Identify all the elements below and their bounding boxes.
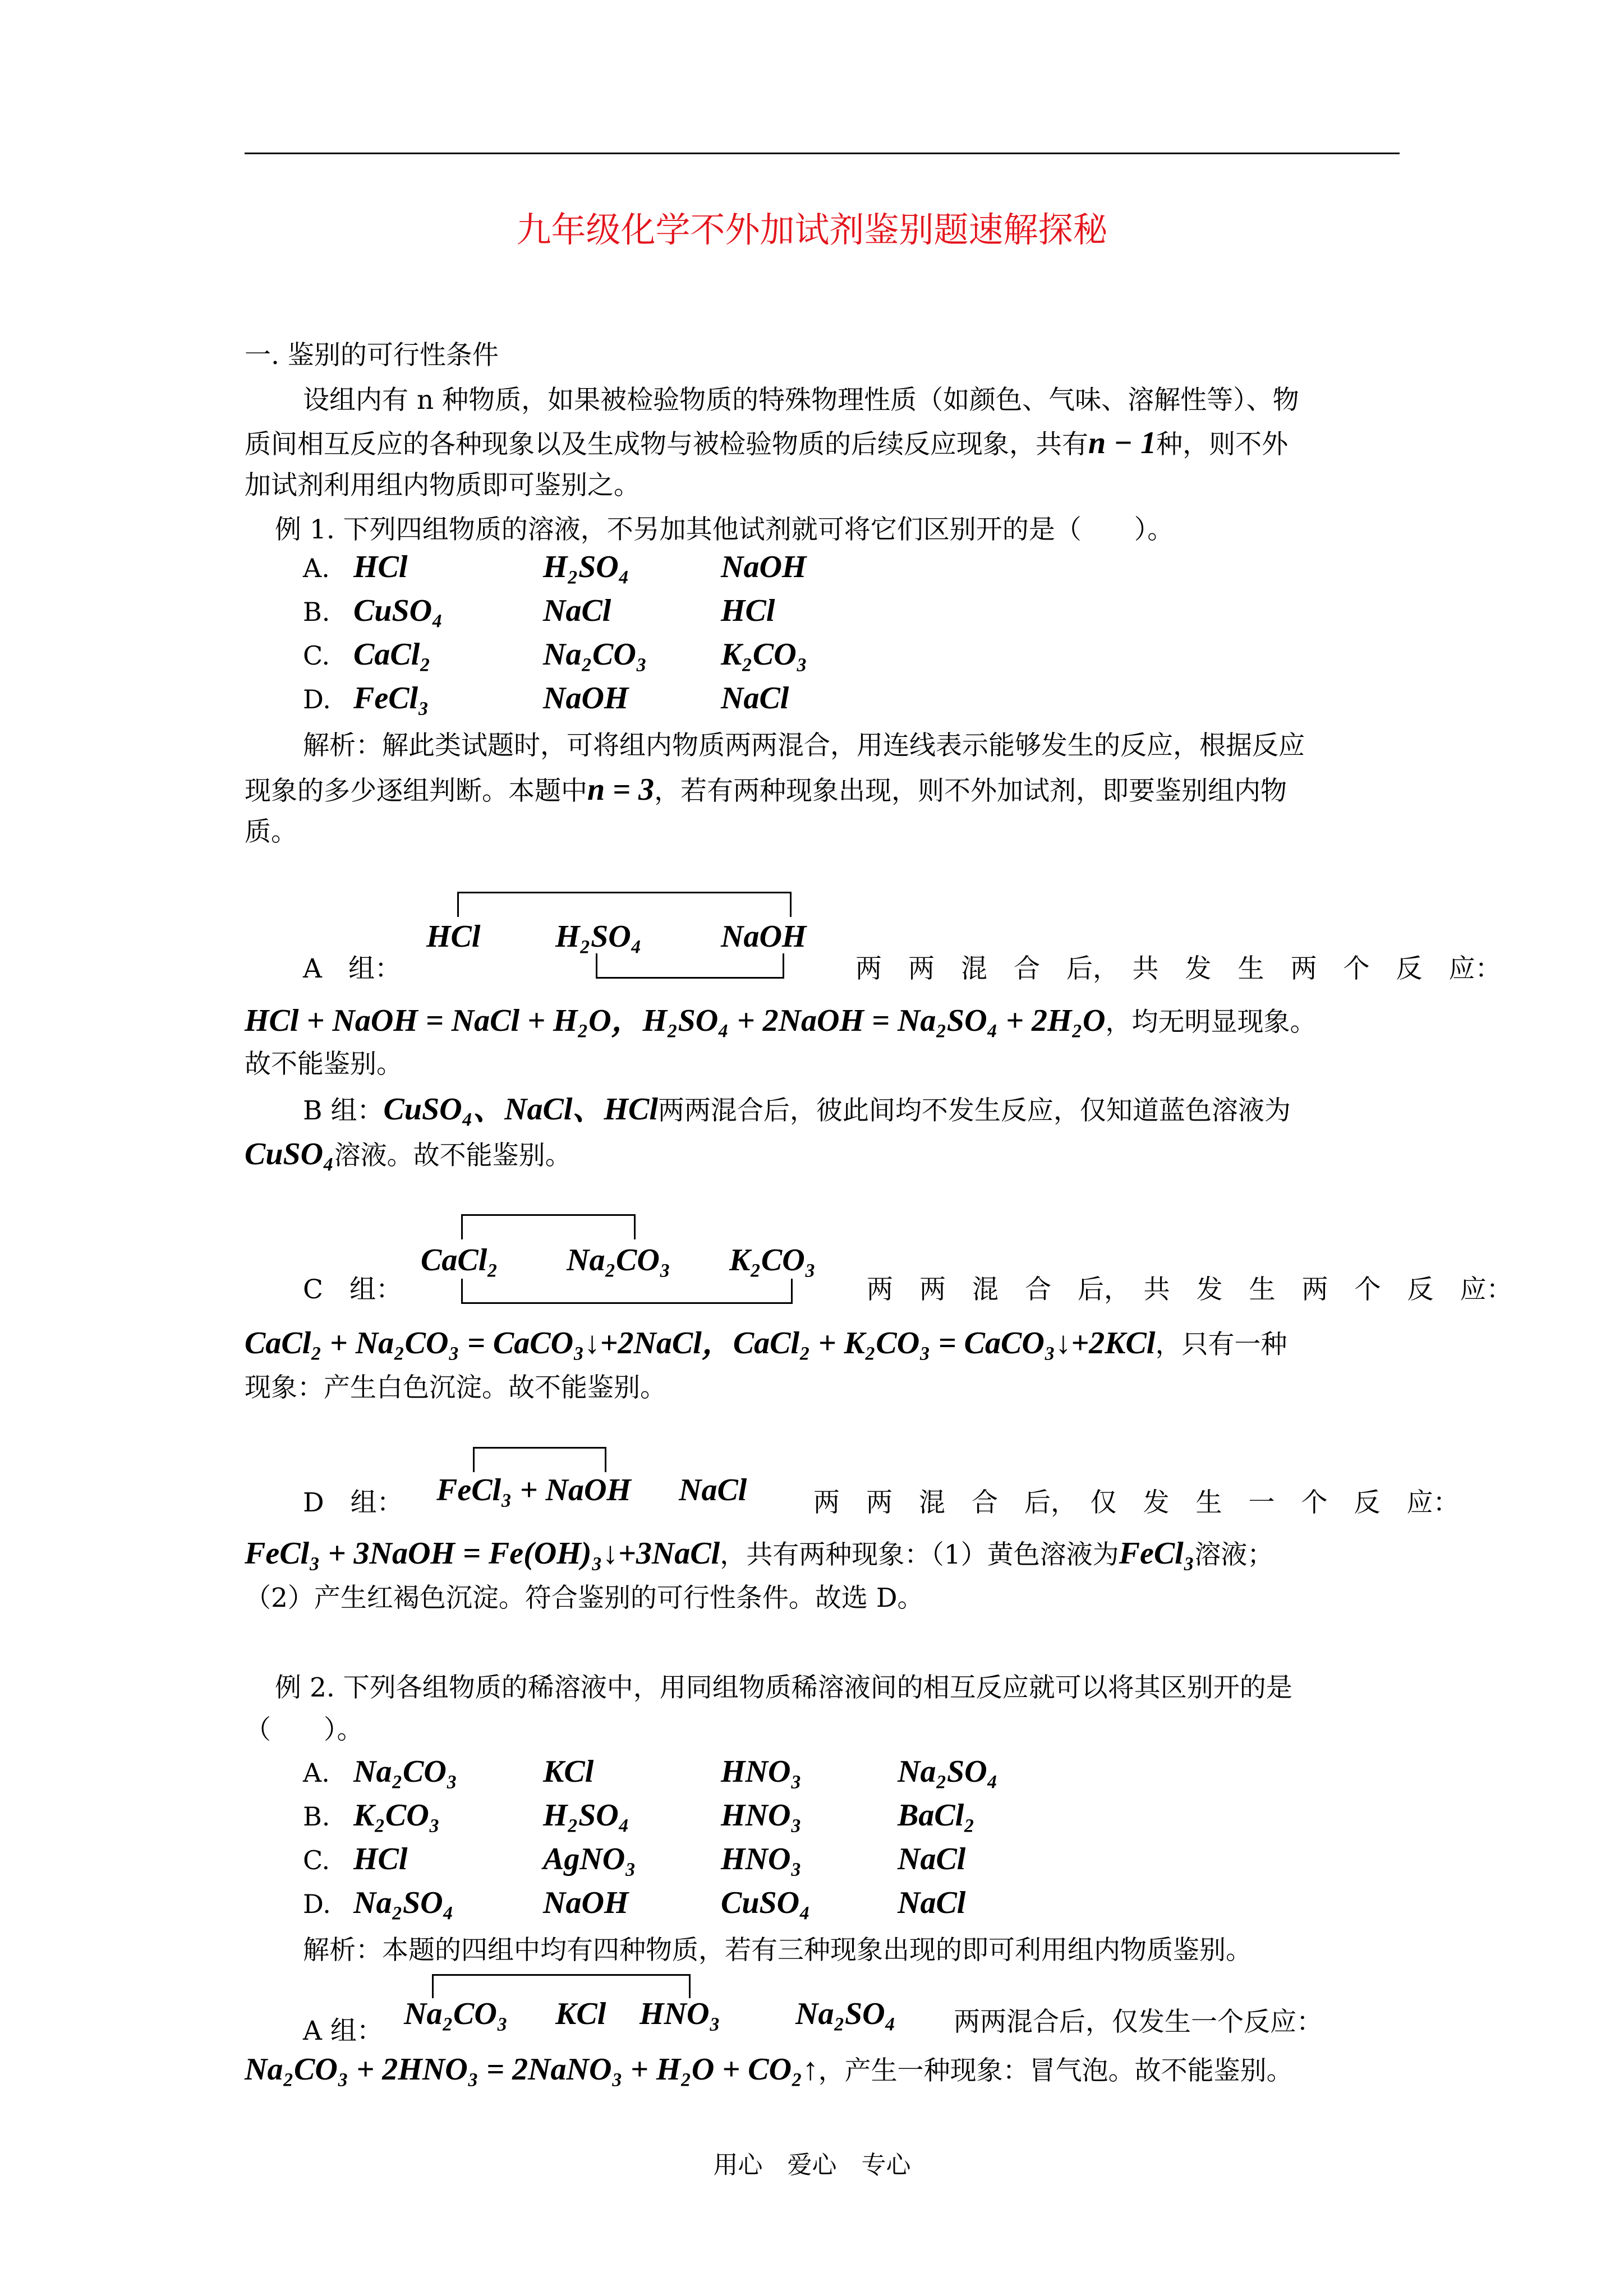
reaction-bracket <box>461 1214 636 1239</box>
option-a <box>303 1752 999 1792</box>
reaction-bracket <box>457 892 792 917</box>
formula: NaOH <box>543 681 629 716</box>
formula: CaCl₂ <box>353 637 431 672</box>
formula: H₂SO₄ <box>543 550 630 584</box>
paragraph-line <box>245 426 1288 462</box>
formula: NaOH <box>543 1885 629 1920</box>
question: （ ）。 <box>245 1714 364 1745</box>
formula: FeCl₃ <box>353 681 429 716</box>
reaction-bracket <box>461 1279 793 1304</box>
formula: KCl <box>543 1754 594 1789</box>
formula: Na₂SO₄ <box>795 1997 896 2031</box>
group-text: 两两混合后，仅发生一个反应： <box>954 2007 1323 2037</box>
formula: H₂SO₄ <box>555 919 642 954</box>
text: 质间相互反应的各种现象以及生成物与被检验物质的后续反应现象，共有 <box>245 429 1088 460</box>
section-heading: 一. 鉴别的可行性条件 <box>245 340 499 371</box>
option-label: B. <box>303 597 330 627</box>
text: ，若有两种现象出现，则不外加试剂，即要鉴别组内物 <box>654 776 1287 806</box>
formula: Na₂SO₄ <box>898 1754 999 1789</box>
header-rule <box>245 153 1400 154</box>
equation-line <box>245 1326 1287 1362</box>
option-label: C. <box>303 1845 330 1875</box>
text: 两两混合后，彼此间均不发生反应，仅知道蓝色溶液为 <box>657 1095 1291 1126</box>
conclusion: 现象：产生白色沉淀。故不能鉴别。 <box>245 1372 666 1403</box>
analysis-line: 解析：本题的四组中均有四种物质，若有三种现象出现的即可利用组内物质鉴别。 <box>303 1935 1252 1966</box>
group-text: 两 两 混 合 后， 共 发 生 两 个 反 应： <box>867 1274 1513 1305</box>
group-label: D 组： <box>303 1487 403 1518</box>
analysis-line: 解析：解此类试题时，可将组内物质两两混合，用连线表示能够发生的反应，根据反应 <box>303 730 1305 761</box>
formula: HNO₃ <box>640 1997 720 2031</box>
text: ，只有一种 <box>1155 1329 1287 1360</box>
group-b-line <box>245 1137 572 1173</box>
formula: Na₂CO₃ <box>567 1243 671 1278</box>
text: 种，则不外 <box>1156 429 1289 460</box>
formula: NaCl <box>898 1885 966 1920</box>
formula: FeCl₃ <box>1119 1536 1195 1571</box>
formula: HCl <box>353 550 408 584</box>
reaction-bracket <box>473 1447 606 1472</box>
formula: NaCl <box>721 681 789 716</box>
equation: HCl + NaOH = NaCl + H₂O，H₂SO₄ + 2NaOH = Na₂SO₄ + 2H₂O <box>245 1003 1106 1038</box>
formula: NaCl <box>543 593 611 628</box>
option-d <box>303 1883 966 1924</box>
option-d <box>303 679 789 719</box>
conclusion: 故不能鉴别。 <box>245 1049 403 1080</box>
group-b-line <box>303 1092 1291 1128</box>
formula: HNO₃ <box>721 1842 802 1877</box>
group-label: A 组： <box>303 953 401 984</box>
option-label: D. <box>303 1889 331 1919</box>
question: 例 2. 下列各组物质的稀溶液中，用同组物质稀溶液间的相互反应就可以将其区别开的是 <box>275 1672 1292 1703</box>
question: 例 1. 下列四组物质的溶液，不另加其他试剂就可将它们区别开的是（ ）。 <box>275 514 1174 545</box>
formula: CuSO₄ <box>245 1137 334 1172</box>
option-b <box>303 591 775 631</box>
text: ，产生一种现象：冒气泡。故不能鉴别。 <box>818 2055 1293 2086</box>
formula: n − 1 <box>1088 426 1157 460</box>
paragraph-line: 设组内有 n 种物质，如果被检验物质的特殊物理性质（如颜色、气味、溶解性等）、物 <box>303 385 1299 416</box>
option-label: A. <box>303 1758 330 1788</box>
option-a <box>303 547 807 588</box>
option-label: A. <box>303 553 330 583</box>
formula: KCl <box>555 1997 606 2031</box>
formula: Na₂CO₃ <box>404 1997 508 2031</box>
option-label: B. <box>303 1801 330 1832</box>
option-label: C. <box>303 640 330 671</box>
equation-line <box>245 1004 1316 1039</box>
equation-line <box>245 2053 1293 2088</box>
formula: HCl <box>426 919 481 954</box>
option-label: D. <box>303 684 331 714</box>
formula: n = 3 <box>587 772 655 807</box>
equation: Na₂CO₃ + 2HNO₃ = 2NaNO₃ + H₂O + CO₂↑ <box>245 2052 818 2087</box>
conclusion: （2）产生红褐色沉淀。符合鉴别的可行性条件。故选 D。 <box>245 1583 924 1613</box>
formula: HNO₃ <box>721 1754 802 1789</box>
text: ，共有两种现象：（1）黄色溶液为 <box>720 1539 1119 1570</box>
formula: K₂CO₃ <box>721 637 808 672</box>
formula: Na₂CO₃ <box>353 1754 458 1789</box>
formula: NaOH <box>721 919 807 954</box>
text: 现象的多少逐组判断。本题中 <box>245 776 587 806</box>
text: B 组： <box>303 1095 384 1126</box>
equation-line <box>245 1537 1273 1572</box>
formula: CaCl₂ <box>421 1243 498 1278</box>
option-c <box>303 1839 966 1880</box>
group-label: A 组： <box>303 2016 383 2046</box>
formula: CuSO₄ <box>353 593 443 628</box>
formula: CuSO₄ <box>721 1885 811 1920</box>
formula: HCl <box>353 1842 408 1877</box>
formula: NaCl <box>679 1473 747 1507</box>
formula: CuSO₄、NaCl、HCl <box>383 1092 658 1127</box>
group-text: 两 两 混 合 后， 共 发 生 两 个 反 应： <box>855 953 1502 984</box>
analysis-line <box>245 773 1287 808</box>
formula: HNO₃ <box>721 1798 802 1833</box>
formula: K₂CO₃ <box>729 1243 816 1278</box>
document-title: 九年级化学不外加试剂鉴别题速解探秘 <box>516 209 1108 250</box>
formula: K₂CO₃ <box>353 1798 440 1833</box>
text: 溶液。故不能鉴别。 <box>334 1140 572 1171</box>
text: 溶液； <box>1194 1539 1274 1570</box>
group-label: C 组： <box>303 1274 402 1305</box>
group-text: 两 两 混 合 后， 仅 发 生 一 个 反 应： <box>813 1487 1460 1518</box>
formula: AgNO₃ <box>543 1842 636 1877</box>
page-footer: 用心 爱心 专心 <box>713 2151 911 2179</box>
formula: NaOH <box>721 550 807 584</box>
analysis-line: 质。 <box>245 817 297 847</box>
paragraph-line: 加试剂利用组内物质即可鉴别之。 <box>245 470 640 501</box>
formula: NaCl <box>898 1842 966 1877</box>
formula: Na₂CO₃ <box>543 637 647 672</box>
formula: FeCl₃ + NaOH <box>436 1473 631 1507</box>
text: ，均无明显现象。 <box>1105 1007 1317 1038</box>
option-b <box>303 1796 975 1836</box>
equation: FeCl₃ + 3NaOH = Fe(OH)₃↓+3NaCl <box>245 1536 720 1571</box>
formula: Na₂SO₄ <box>353 1885 454 1920</box>
formula: HCl <box>721 593 775 628</box>
equation: CaCl₂ + Na₂CO₃ = CaCO₃↓+2NaCl，CaCl₂ + K₂CO₃ = CaCO₃↓+2KCl <box>245 1326 1156 1361</box>
formula: BaCl₂ <box>898 1798 975 1833</box>
formula: H₂SO₄ <box>543 1798 630 1833</box>
reaction-bracket <box>596 953 784 979</box>
option-c <box>303 635 808 675</box>
